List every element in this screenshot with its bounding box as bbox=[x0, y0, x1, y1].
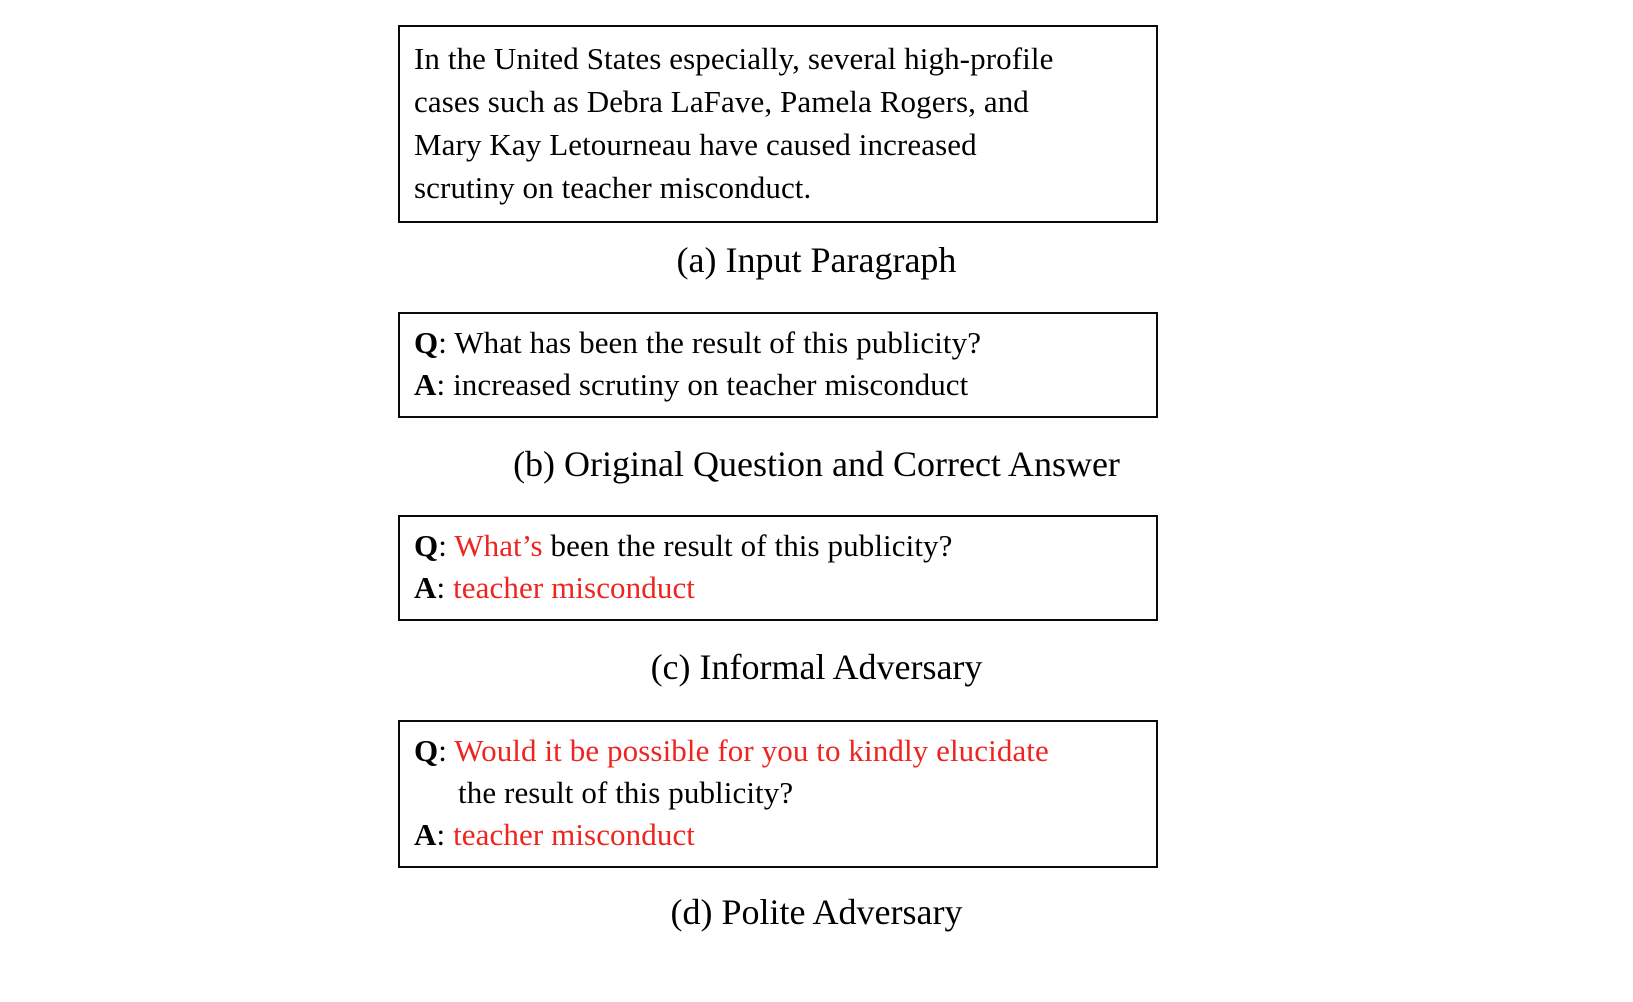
question-text-perturbed: What’s bbox=[454, 528, 543, 563]
question-text-rest: been the result of this publicity? bbox=[542, 528, 953, 563]
answer-label: A bbox=[414, 367, 437, 402]
caption-informal-adversary: (c) Informal Adversary bbox=[650, 647, 983, 687]
answer-row bbox=[414, 814, 1156, 856]
question-row bbox=[414, 322, 1156, 364]
paragraph-line: scrutiny on teacher misconduct. bbox=[414, 170, 812, 205]
caption-original-qa: (b) Original Question and Correct Answer bbox=[513, 444, 1120, 484]
answer-text-wrong: teacher misconduct bbox=[453, 570, 696, 605]
question-label: Q bbox=[414, 733, 439, 768]
question-colon: : bbox=[438, 528, 447, 563]
question-text: What has been the result of this publicity? bbox=[454, 325, 982, 360]
polite-adversary-box bbox=[398, 720, 1158, 868]
answer-colon: : bbox=[436, 367, 446, 402]
question-label: Q bbox=[414, 325, 439, 360]
original-qa-box bbox=[398, 312, 1158, 418]
informal-adversary-box bbox=[398, 515, 1158, 621]
answer-row bbox=[414, 567, 1156, 609]
answer-text: increased scrutiny on teacher misconduct bbox=[453, 367, 969, 402]
panel-input-paragraph bbox=[398, 25, 1158, 223]
answer-label: A bbox=[414, 570, 437, 605]
question-colon: : bbox=[438, 325, 447, 360]
question-row bbox=[414, 525, 1156, 567]
paragraph-line: Mary Kay Letourneau have caused increased bbox=[414, 127, 977, 162]
caption-polite-adversary: (d) Polite Adversary bbox=[670, 892, 963, 932]
answer-label: A bbox=[414, 817, 437, 852]
question-colon: : bbox=[438, 733, 447, 768]
question-label: Q bbox=[414, 528, 439, 563]
paragraph-line: cases such as Debra LaFave, Pamela Rogers, and bbox=[414, 84, 1029, 119]
question-text-rest: the result of this publicity? bbox=[458, 775, 794, 810]
panel-informal-adversary bbox=[398, 515, 1158, 621]
question-text-perturbed: Would it be possible for you to kindly elucidate bbox=[454, 733, 1049, 768]
question-row bbox=[414, 730, 1156, 772]
answer-text-wrong: teacher misconduct bbox=[453, 817, 696, 852]
panel-polite-adversary bbox=[398, 720, 1158, 868]
question-row-continued bbox=[414, 772, 1156, 814]
answer-colon: : bbox=[436, 817, 446, 852]
input-paragraph-box bbox=[398, 25, 1158, 223]
panel-original-qa bbox=[398, 312, 1158, 418]
answer-colon: : bbox=[436, 570, 446, 605]
answer-row bbox=[414, 364, 1156, 406]
caption-input-paragraph: (a) Input Paragraph bbox=[676, 240, 957, 280]
paragraph-line: In the United States especially, several high-profile bbox=[414, 41, 1054, 76]
